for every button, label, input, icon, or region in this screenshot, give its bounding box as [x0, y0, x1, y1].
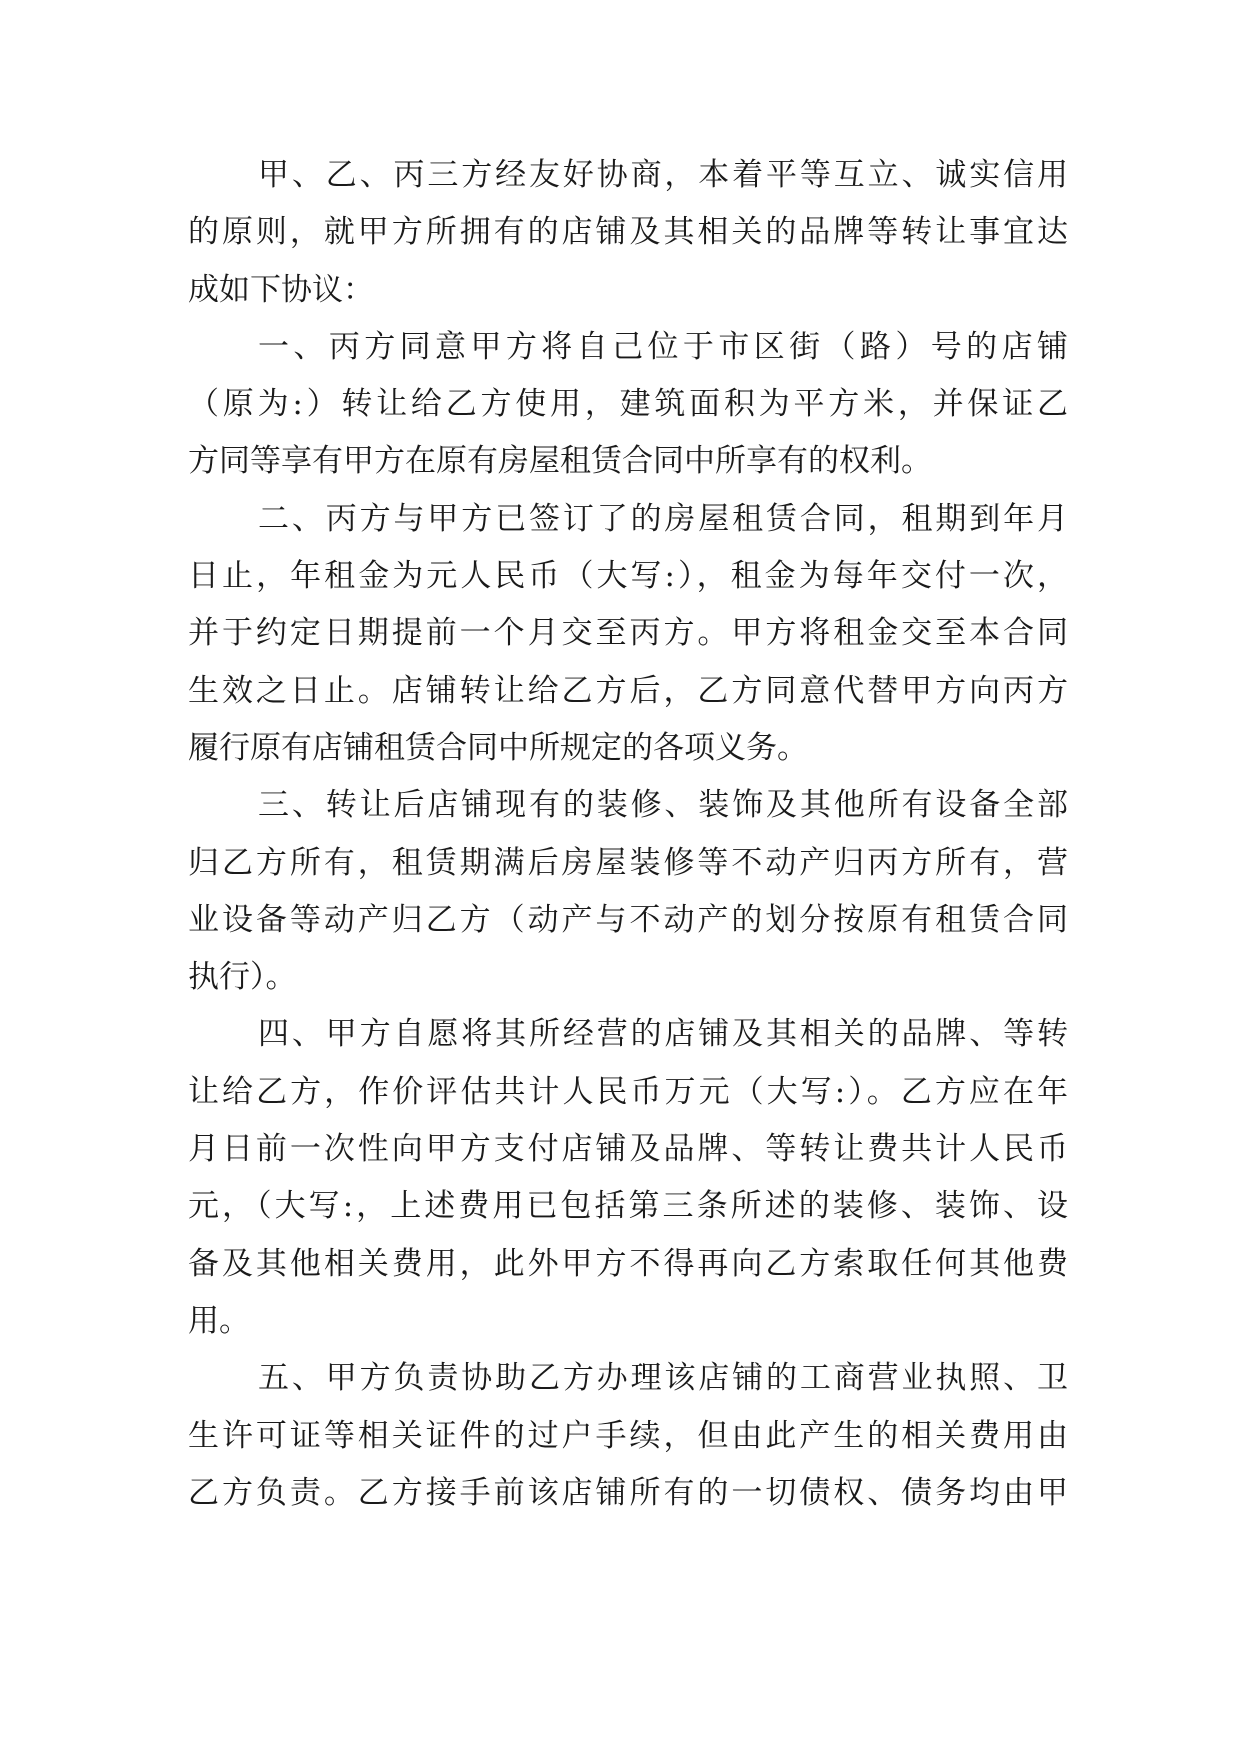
- paragraph-line: （原为:）转让给乙方使用，建筑面积为平方米，并保证乙: [188, 386, 1068, 423]
- paragraph-line: 元，（大写:，上述费用已包括第三条所述的装修、装饰、设: [188, 1188, 1068, 1225]
- paragraph-line: 业设备等动产归乙方（动产与不动产的划分按原有租赁合同: [188, 901, 1068, 938]
- document-body: [188, 147, 1068, 1522]
- paragraph-line: 一、丙方同意甲方将自己位于市区街（路）号的店铺: [258, 328, 1068, 365]
- paragraph-line: 二、丙方与甲方已签订了的房屋租赁合同，租期到年月: [258, 500, 1068, 537]
- paragraph-line: 月日前一次性向甲方支付店铺及品牌、等转让费共计人民币: [188, 1131, 1068, 1168]
- paragraph-line: 归乙方所有，租赁期满后房屋装修等不动产归丙方所有，营: [188, 844, 1068, 881]
- paragraph-line: 执行）。: [188, 959, 297, 996]
- paragraph-line: 甲、乙、丙三方经友好协商，本着平等互立、诚实信用: [258, 157, 1068, 193]
- paragraph-line: 生效之日止。店铺转让给乙方后，乙方同意代替甲方向丙方: [188, 672, 1068, 709]
- paragraph-line: 的原则，就甲方所拥有的店铺及其相关的品牌等转让事宜达: [188, 214, 1068, 251]
- paragraph-line: 乙方负责。乙方接手前该店铺所有的一切债权、债务均由甲: [188, 1474, 1068, 1511]
- paragraph-line: 并于约定日期提前一个月交至丙方。甲方将租金交至本合同: [188, 615, 1068, 652]
- paragraph-line: 履行原有店铺租赁合同中所规定的各项义务。: [188, 729, 808, 766]
- paragraph-line: 方同等享有甲方在原有房屋租赁合同中所享有的权利。: [188, 443, 932, 480]
- paragraph-line: 五、甲方负责协助乙方办理该店铺的工商营业执照、卫: [258, 1360, 1068, 1397]
- paragraph-line: 四、甲方自愿将其所经营的店铺及其相关的品牌、等转: [258, 1016, 1068, 1053]
- paragraph-line: 备及其他相关费用，此外甲方不得再向乙方索取任何其他费: [188, 1245, 1068, 1282]
- paragraph-line: 生许可证等相关证件的过户手续，但由此产生的相关费用由: [188, 1417, 1068, 1454]
- paragraph-line: 用。: [188, 1302, 250, 1339]
- paragraph-line: 让给乙方，作价评估共计人民币万元（大写:）。乙方应在年: [188, 1073, 1068, 1110]
- paragraph-line: 日止，年租金为元人民币（大写:），租金为每年交付一次，: [188, 558, 1068, 595]
- paragraph-line: 三、转让后店铺现有的装修、装饰及其他所有设备全部: [258, 787, 1068, 824]
- paragraph-line: 成如下协议：: [188, 271, 374, 308]
